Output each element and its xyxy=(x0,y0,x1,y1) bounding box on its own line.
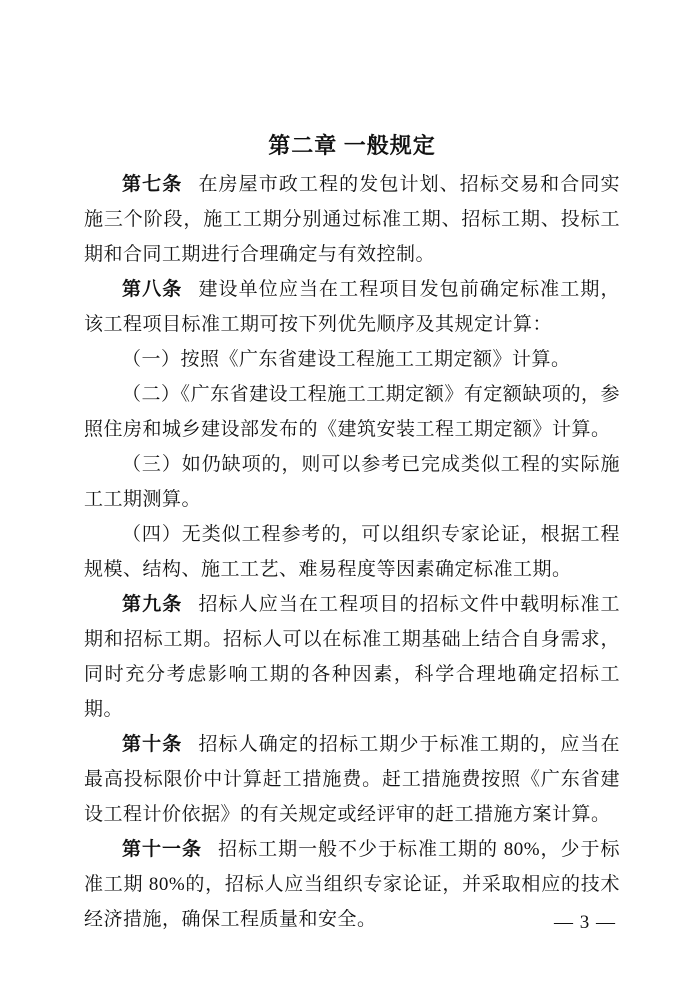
paragraph-text: 招标工期一般不少于标准工期的 80%，少于标准工期 80%的，招标人应当组织专家论证，并采取相应的技术经济措施，确保工程质量和安全。 xyxy=(84,839,620,930)
article-number-label: 第八条 xyxy=(122,279,183,300)
paragraph-text: （三）如仍缺项的，则可以参考已完成类似工程的实际施工工期测算。 xyxy=(84,454,620,510)
article-number-label: 第十条 xyxy=(122,734,183,755)
sub-item-paragraph xyxy=(84,447,620,517)
sub-item-paragraph xyxy=(84,377,620,447)
article-number-label: 第九条 xyxy=(122,594,183,615)
paragraph-text: （二）《广东省建设工程施工工期定额》有定额缺项的，参照住房和城乡建设部发布的《建筑安装工程工期定额》计算。 xyxy=(84,384,620,440)
paragraph-text: （一）按照《广东省建设工程施工工期定额》计算。 xyxy=(122,349,571,370)
article-number-label: 第十一条 xyxy=(122,839,202,860)
article-paragraph xyxy=(84,167,620,272)
article-paragraph xyxy=(84,832,620,937)
paragraph-text: （四）无类似工程参考的，可以组织专家论证，根据工程规模、结构、施工工艺、难易程度等因素确定标准工期。 xyxy=(84,524,620,580)
sub-item-paragraph xyxy=(84,517,620,587)
article-number-label: 第七条 xyxy=(122,174,183,195)
article-paragraph xyxy=(84,272,620,342)
paragraph-text: 招标人确定的招标工期少于标准工期的，应当在最高投标限价中计算赶工措施费。赶工措施费按照《广东省建设工程计价依据》的有关规定或经评审的赶工措施方案计算。 xyxy=(84,734,620,825)
article-paragraph xyxy=(84,727,620,832)
document-body xyxy=(84,167,620,937)
paragraph-text: 建设单位应当在工程项目发包前确定标准工期，该工程项目标准工期可按下列优先顺序及其规定计算： xyxy=(84,279,620,335)
paragraph-text: 在房屋市政工程的发包计划、招标交易和合同实施三个阶段，施工工期分别通过标准工期、招标工期、投标工期和合同工期进行合理确定与有效控制。 xyxy=(84,174,620,265)
article-paragraph xyxy=(84,587,620,727)
page-number: — 3 — xyxy=(554,912,616,933)
sub-item-paragraph xyxy=(84,342,620,377)
chapter-heading: 第二章 一般规定 xyxy=(268,133,436,158)
paragraph-text: 招标人应当在工程项目的招标文件中载明标准工期和招标工期。招标人可以在标准工期基础上结合自身需求，同时充分考虑影响工期的各种因素，科学合理地确定招标工期。 xyxy=(84,594,620,720)
